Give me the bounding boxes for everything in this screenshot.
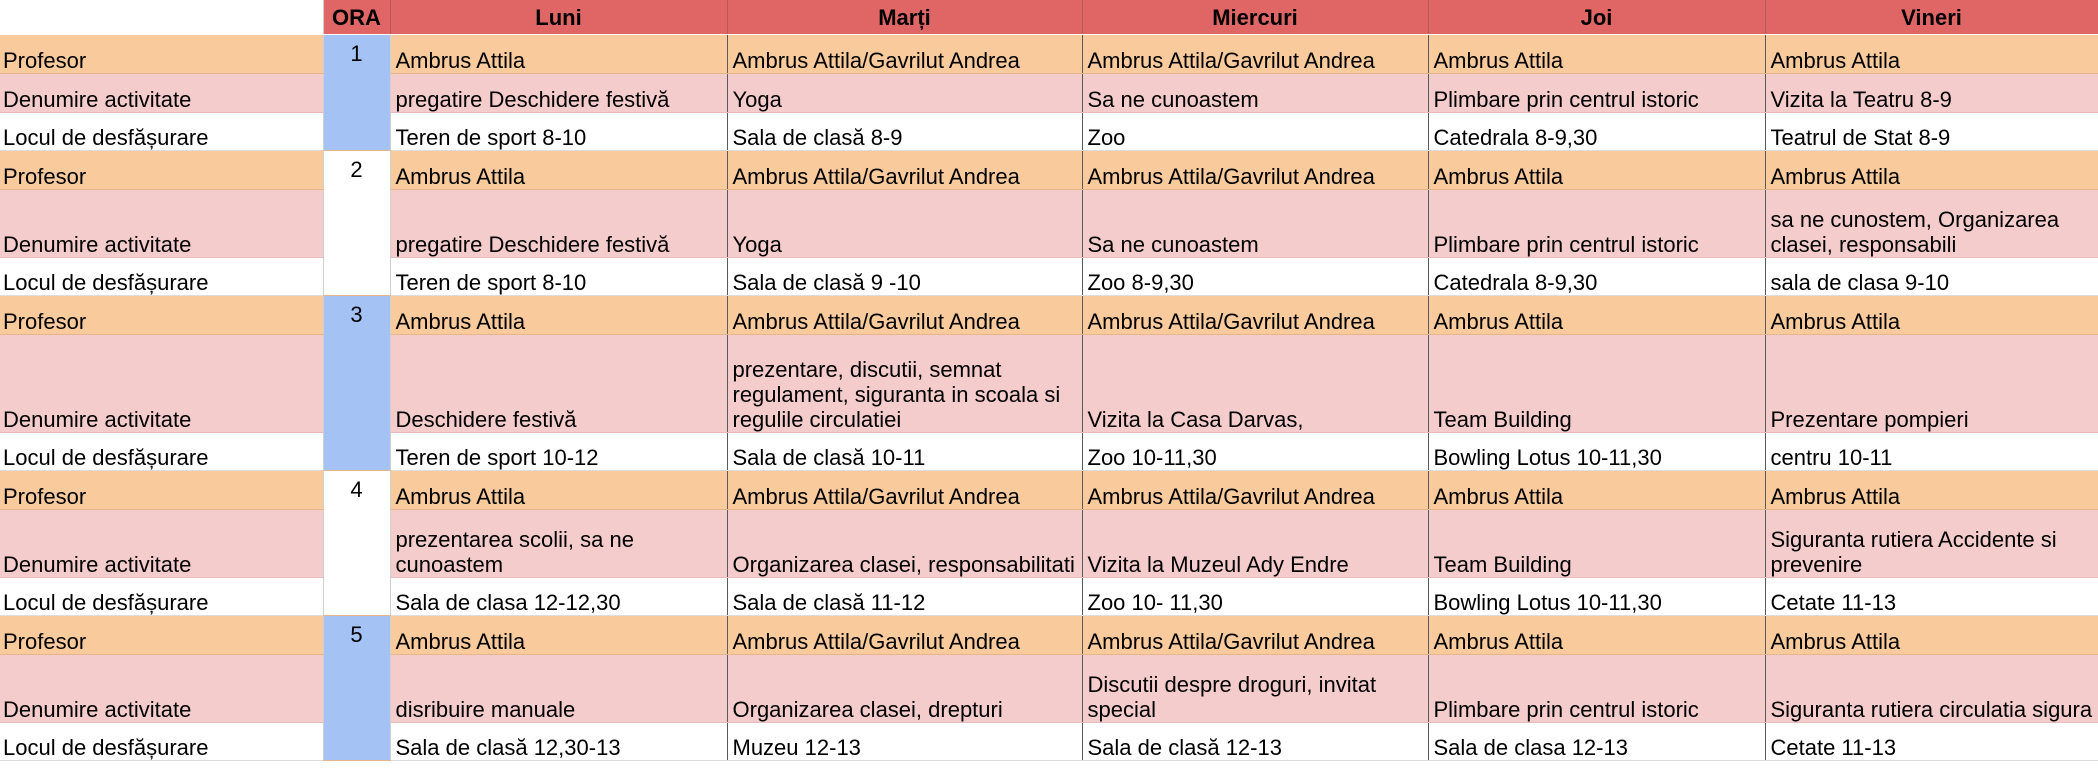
corner-cell <box>0 0 323 35</box>
activitate-cell: Prezentare pompieri <box>1765 335 2098 433</box>
profesor-cell: Ambrus Attila <box>390 35 727 74</box>
locul-cell: Teatrul de Stat 8-9 <box>1765 113 2098 151</box>
activitate-cell: prezentarea scolii, sa ne cunoastem <box>390 510 727 578</box>
profesor-cell: Ambrus Attila/Gavrilut Andrea <box>727 151 1082 190</box>
header-ora: ORA <box>323 0 390 35</box>
header-day: Marți <box>727 0 1082 35</box>
profesor-cell: Ambrus Attila <box>1765 151 2098 190</box>
activitate-row <box>0 74 2098 113</box>
locul-row <box>0 113 2098 151</box>
locul-cell: Catedrala 8-9,30 <box>1428 258 1765 296</box>
activitate-cell: Team Building <box>1428 510 1765 578</box>
activitate-row <box>0 655 2098 723</box>
activitate-cell: Sa ne cunoastem <box>1082 74 1428 113</box>
locul-cell: sala de clasa 9-10 <box>1765 258 2098 296</box>
activitate-cell: Siguranta rutiera circulatia sigura <box>1765 655 2098 723</box>
profesor-cell: Ambrus Attila/Gavrilut Andrea <box>1082 616 1428 655</box>
activitate-row <box>0 510 2098 578</box>
profesor-row <box>0 471 2098 510</box>
row-label-locul: Locul de desfășurare <box>0 578 323 616</box>
activitate-cell: Sa ne cunoastem <box>1082 190 1428 258</box>
locul-cell: Zoo 10- 11,30 <box>1082 578 1428 616</box>
activitate-cell: Organizarea clasei, drepturi <box>727 655 1082 723</box>
ora-number: 1 <box>323 35 390 151</box>
profesor-cell: Ambrus Attila <box>390 616 727 655</box>
locul-row <box>0 723 2098 761</box>
row-label-activitate: Denumire activitate <box>0 74 323 113</box>
activitate-row <box>0 335 2098 433</box>
profesor-cell: Ambrus Attila <box>1765 616 2098 655</box>
profesor-cell: Ambrus Attila <box>1428 35 1765 74</box>
activitate-cell: Vizita la Teatru 8-9 <box>1765 74 2098 113</box>
profesor-cell: Ambrus Attila/Gavrilut Andrea <box>1082 471 1428 510</box>
profesor-row <box>0 35 2098 74</box>
locul-cell: centru 10-11 <box>1765 433 2098 471</box>
locul-cell: Cetate 11-13 <box>1765 578 2098 616</box>
locul-cell: Teren de sport 8-10 <box>390 258 727 296</box>
profesor-cell: Ambrus Attila <box>390 151 727 190</box>
activitate-cell: pregatire Deschidere festivă <box>390 190 727 258</box>
locul-cell: Zoo 10-11,30 <box>1082 433 1428 471</box>
activitate-row <box>0 190 2098 258</box>
locul-cell: Sala de clasă 9 -10 <box>727 258 1082 296</box>
profesor-cell: Ambrus Attila <box>1765 471 2098 510</box>
row-label-activitate: Denumire activitate <box>0 655 323 723</box>
profesor-cell: Ambrus Attila/Gavrilut Andrea <box>727 616 1082 655</box>
row-label-profesor: Profesor <box>0 35 323 74</box>
activitate-cell: Vizita la Muzeul Ady Endre <box>1082 510 1428 578</box>
locul-cell: Cetate 11-13 <box>1765 723 2098 761</box>
activitate-cell: Plimbare prin centrul istoric <box>1428 655 1765 723</box>
locul-cell: Sala de clasă 8-9 <box>727 113 1082 151</box>
activitate-cell: prezentare, discutii, semnat regulament, siguranta in scoala si regulile circulatiei <box>727 335 1082 433</box>
locul-row <box>0 258 2098 296</box>
activitate-cell: Yoga <box>727 190 1082 258</box>
locul-cell: Muzeu 12-13 <box>727 723 1082 761</box>
activitate-cell: Discutii despre droguri, invitat special <box>1082 655 1428 723</box>
header-day: Joi <box>1428 0 1765 35</box>
ora-number: 2 <box>323 151 390 296</box>
locul-cell: Bowling Lotus 10-11,30 <box>1428 578 1765 616</box>
header-day: Miercuri <box>1082 0 1428 35</box>
ora-number: 3 <box>323 296 390 471</box>
profesor-cell: Ambrus Attila <box>1765 296 2098 335</box>
activitate-cell: disribuire manuale <box>390 655 727 723</box>
row-label-profesor: Profesor <box>0 616 323 655</box>
profesor-cell: Ambrus Attila/Gavrilut Andrea <box>727 35 1082 74</box>
row-label-locul: Locul de desfășurare <box>0 723 323 761</box>
header-day: Luni <box>390 0 727 35</box>
profesor-row <box>0 616 2098 655</box>
locul-cell: Sala de clasă 12,30-13 <box>390 723 727 761</box>
ora-number: 4 <box>323 471 390 616</box>
profesor-row <box>0 151 2098 190</box>
locul-cell: Zoo <box>1082 113 1428 151</box>
row-label-activitate: Denumire activitate <box>0 190 323 258</box>
profesor-cell: Ambrus Attila/Gavrilut Andrea <box>1082 296 1428 335</box>
locul-cell: Sala de clasa 12-12,30 <box>390 578 727 616</box>
activitate-cell: Organizarea clasei, responsabilitati <box>727 510 1082 578</box>
ora-number: 5 <box>323 616 390 761</box>
profesor-cell: Ambrus Attila <box>1428 296 1765 335</box>
profesor-cell: Ambrus Attila <box>390 471 727 510</box>
locul-cell: Sala de clasă 10-11 <box>727 433 1082 471</box>
row-label-profesor: Profesor <box>0 151 323 190</box>
locul-cell: Bowling Lotus 10-11,30 <box>1428 433 1765 471</box>
profesor-cell: Ambrus Attila <box>1765 35 2098 74</box>
locul-row <box>0 433 2098 471</box>
profesor-row <box>0 296 2098 335</box>
row-label-profesor: Profesor <box>0 296 323 335</box>
row-label-activitate: Denumire activitate <box>0 335 323 433</box>
profesor-cell: Ambrus Attila/Gavrilut Andrea <box>1082 151 1428 190</box>
header-day: Vineri <box>1765 0 2098 35</box>
row-label-locul: Locul de desfășurare <box>0 433 323 471</box>
locul-cell: Sala de clasă 12-13 <box>1082 723 1428 761</box>
row-label-locul: Locul de desfășurare <box>0 258 323 296</box>
row-label-profesor: Profesor <box>0 471 323 510</box>
row-label-activitate: Denumire activitate <box>0 510 323 578</box>
activitate-cell: Siguranta rutiera Accidente si prevenire <box>1765 510 2098 578</box>
profesor-cell: Ambrus Attila/Gavrilut Andrea <box>727 296 1082 335</box>
locul-cell: Zoo 8-9,30 <box>1082 258 1428 296</box>
profesor-cell: Ambrus Attila <box>1428 471 1765 510</box>
locul-cell: Teren de sport 8-10 <box>390 113 727 151</box>
locul-cell: Catedrala 8-9,30 <box>1428 113 1765 151</box>
locul-row <box>0 578 2098 616</box>
activitate-cell: sa ne cunostem, Organizarea clasei, responsabili <box>1765 190 2098 258</box>
activitate-cell: Yoga <box>727 74 1082 113</box>
activitate-cell: Plimbare prin centrul istoric <box>1428 190 1765 258</box>
activitate-cell: Team Building <box>1428 335 1765 433</box>
activitate-cell: Vizita la Casa Darvas, <box>1082 335 1428 433</box>
profesor-cell: Ambrus Attila <box>390 296 727 335</box>
locul-cell: Sala de clasa 12-13 <box>1428 723 1765 761</box>
activitate-cell: Deschidere festivă <box>390 335 727 433</box>
profesor-cell: Ambrus Attila <box>1428 151 1765 190</box>
activitate-cell: Plimbare prin centrul istoric <box>1428 74 1765 113</box>
row-label-locul: Locul de desfășurare <box>0 113 323 151</box>
header-row <box>0 0 2098 35</box>
locul-cell: Teren de sport 10-12 <box>390 433 727 471</box>
activitate-cell: pregatire Deschidere festivă <box>390 74 727 113</box>
profesor-cell: Ambrus Attila/Gavrilut Andrea <box>1082 35 1428 74</box>
locul-cell: Sala de clasă 11-12 <box>727 578 1082 616</box>
profesor-cell: Ambrus Attila/Gavrilut Andrea <box>727 471 1082 510</box>
profesor-cell: Ambrus Attila <box>1428 616 1765 655</box>
